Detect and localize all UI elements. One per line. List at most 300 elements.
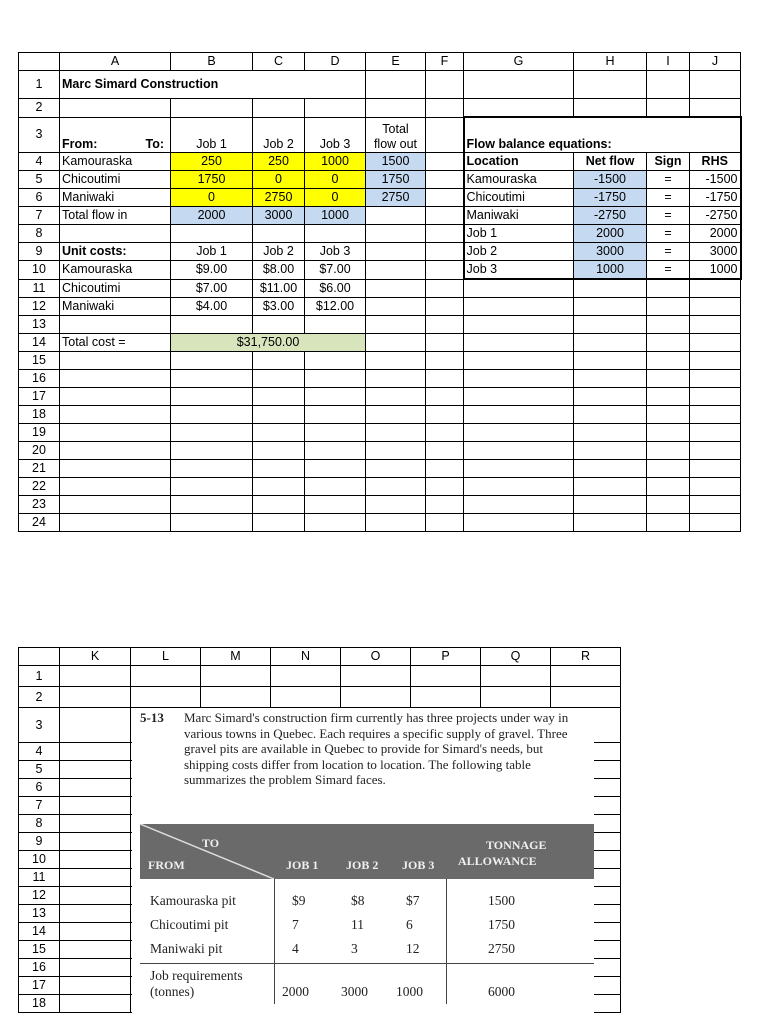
- cell[interactable]: [305, 424, 366, 442]
- cell[interactable]: [464, 406, 574, 424]
- fb-location[interactable]: Maniwaki: [464, 207, 574, 225]
- row-header[interactable]: 6: [19, 779, 60, 797]
- flow-cell[interactable]: 250: [171, 153, 253, 171]
- cell[interactable]: [366, 406, 426, 424]
- cell[interactable]: [426, 370, 464, 388]
- cost-location[interactable]: Chicoutimi: [60, 279, 171, 298]
- row-header[interactable]: 17: [19, 388, 60, 406]
- cell[interactable]: [426, 334, 464, 352]
- cell[interactable]: [464, 496, 574, 514]
- row-header[interactable]: 14: [19, 334, 60, 352]
- cell[interactable]: [647, 460, 690, 478]
- col-header-h[interactable]: H: [574, 53, 647, 71]
- col-header-p[interactable]: P: [411, 648, 481, 666]
- cell[interactable]: [341, 687, 411, 708]
- flow-cell[interactable]: 1750: [171, 171, 253, 189]
- fb-rhs[interactable]: 2000: [690, 225, 741, 243]
- cell[interactable]: [171, 388, 253, 406]
- cell[interactable]: [60, 496, 171, 514]
- total-flow-out-header[interactable]: [366, 117, 426, 153]
- flow-location[interactable]: Chicoutimi: [60, 171, 171, 189]
- cell[interactable]: [690, 352, 741, 370]
- cell[interactable]: [551, 666, 621, 687]
- row-header[interactable]: 19: [19, 424, 60, 442]
- cell[interactable]: [411, 666, 481, 687]
- cell[interactable]: [647, 442, 690, 460]
- total-in-cell[interactable]: 1000: [305, 207, 366, 225]
- job2-header[interactable]: Job 2: [253, 243, 305, 261]
- cost-cell[interactable]: $4.00: [171, 298, 253, 316]
- row-header[interactable]: 9: [19, 833, 60, 851]
- cell[interactable]: [60, 797, 131, 815]
- corner-cell[interactable]: [19, 648, 60, 666]
- cell[interactable]: [366, 424, 426, 442]
- cell[interactable]: [60, 99, 171, 118]
- cell[interactable]: [171, 478, 253, 496]
- cell[interactable]: [464, 478, 574, 496]
- cell[interactable]: [690, 117, 741, 153]
- cell[interactable]: [305, 514, 366, 532]
- cell[interactable]: [305, 352, 366, 370]
- cell[interactable]: [574, 71, 647, 99]
- cost-location[interactable]: Maniwaki: [60, 298, 171, 316]
- cell[interactable]: [60, 923, 131, 941]
- cell[interactable]: [690, 71, 741, 99]
- cell[interactable]: [426, 460, 464, 478]
- cell[interactable]: [253, 460, 305, 478]
- cell[interactable]: [481, 687, 551, 708]
- col-header-i[interactable]: I: [647, 53, 690, 71]
- cell[interactable]: [60, 478, 171, 496]
- cell[interactable]: [305, 460, 366, 478]
- from-to-cell[interactable]: [60, 117, 171, 153]
- fb-sign[interactable]: =: [647, 261, 690, 280]
- col-header-l[interactable]: L: [131, 648, 201, 666]
- cell[interactable]: [253, 370, 305, 388]
- cell[interactable]: [253, 352, 305, 370]
- cell[interactable]: [131, 666, 201, 687]
- cell[interactable]: [647, 316, 690, 334]
- cell[interactable]: [426, 153, 464, 171]
- cell[interactable]: [366, 99, 426, 118]
- cell[interactable]: [305, 478, 366, 496]
- cell[interactable]: [426, 298, 464, 316]
- flow-cell[interactable]: 0: [305, 171, 366, 189]
- job1-header[interactable]: Job 1: [171, 243, 253, 261]
- cell[interactable]: [690, 370, 741, 388]
- cell[interactable]: [171, 352, 253, 370]
- job2-header[interactable]: Job 2: [253, 117, 305, 153]
- flow-cell[interactable]: 0: [171, 189, 253, 207]
- cell[interactable]: [253, 225, 305, 243]
- cell[interactable]: [647, 279, 690, 298]
- cell[interactable]: [60, 225, 171, 243]
- cell[interactable]: [574, 370, 647, 388]
- cell[interactable]: [60, 905, 131, 923]
- cell[interactable]: [253, 496, 305, 514]
- row-header[interactable]: 8: [19, 815, 60, 833]
- fb-sign[interactable]: =: [647, 189, 690, 207]
- cell[interactable]: [574, 334, 647, 352]
- cell[interactable]: [366, 388, 426, 406]
- cell[interactable]: [647, 406, 690, 424]
- row-header[interactable]: 1: [19, 71, 60, 99]
- job1-header[interactable]: Job 1: [171, 117, 253, 153]
- cell[interactable]: [171, 514, 253, 532]
- cell[interactable]: [366, 71, 426, 99]
- row-header[interactable]: 3: [19, 117, 60, 153]
- cell[interactable]: [253, 388, 305, 406]
- cell[interactable]: [366, 298, 426, 316]
- cell[interactable]: [464, 514, 574, 532]
- row-header[interactable]: 17: [19, 977, 60, 995]
- cell[interactable]: [426, 99, 464, 118]
- fb-net-flow[interactable]: -1500: [574, 171, 647, 189]
- row-header[interactable]: 7: [19, 207, 60, 225]
- cell[interactable]: [60, 761, 131, 779]
- cell[interactable]: [647, 478, 690, 496]
- cell[interactable]: [341, 666, 411, 687]
- fb-location[interactable]: Chicoutimi: [464, 189, 574, 207]
- row-header[interactable]: 15: [19, 941, 60, 959]
- row-header[interactable]: 9: [19, 243, 60, 261]
- cell[interactable]: [464, 298, 574, 316]
- cell[interactable]: [551, 687, 621, 708]
- cell[interactable]: [366, 370, 426, 388]
- cell[interactable]: [426, 225, 464, 243]
- cell[interactable]: [647, 370, 690, 388]
- row-header[interactable]: 13: [19, 905, 60, 923]
- col-header-f[interactable]: F: [426, 53, 464, 71]
- row-header[interactable]: 4: [19, 153, 60, 171]
- row-header[interactable]: 14: [19, 923, 60, 941]
- cell[interactable]: [60, 514, 171, 532]
- cell[interactable]: [411, 687, 481, 708]
- cell[interactable]: [574, 424, 647, 442]
- cell[interactable]: [253, 316, 305, 334]
- cell[interactable]: [366, 478, 426, 496]
- cell[interactable]: [426, 71, 464, 99]
- cell[interactable]: [426, 261, 464, 280]
- job3-header[interactable]: Job 3: [305, 117, 366, 153]
- row-header[interactable]: 10: [19, 851, 60, 869]
- cell[interactable]: [426, 424, 464, 442]
- fb-rhs[interactable]: -1500: [690, 171, 741, 189]
- cell[interactable]: [647, 514, 690, 532]
- cell[interactable]: [60, 941, 131, 959]
- cell[interactable]: [574, 298, 647, 316]
- fb-location[interactable]: Job 1: [464, 225, 574, 243]
- row-header[interactable]: 5: [19, 761, 60, 779]
- cell[interactable]: [305, 370, 366, 388]
- col-header-j[interactable]: J: [690, 53, 741, 71]
- row-header[interactable]: 23: [19, 496, 60, 514]
- cell[interactable]: [574, 352, 647, 370]
- row-header[interactable]: 11: [19, 279, 60, 298]
- cell[interactable]: [426, 171, 464, 189]
- total-cost-label[interactable]: Total cost =: [60, 334, 171, 352]
- total-out-cell[interactable]: 2750: [366, 189, 426, 207]
- cell[interactable]: [690, 298, 741, 316]
- cell[interactable]: [481, 666, 551, 687]
- cell[interactable]: [464, 442, 574, 460]
- row-header[interactable]: 3: [19, 708, 60, 743]
- cell[interactable]: [171, 316, 253, 334]
- cell[interactable]: [131, 687, 201, 708]
- fb-sign[interactable]: =: [647, 225, 690, 243]
- cost-cell[interactable]: $11.00: [253, 279, 305, 298]
- cell[interactable]: [690, 406, 741, 424]
- cost-cell[interactable]: $3.00: [253, 298, 305, 316]
- cost-cell[interactable]: $12.00: [305, 298, 366, 316]
- flow-cell[interactable]: 2750: [253, 189, 305, 207]
- row-header[interactable]: 6: [19, 189, 60, 207]
- col-header-a[interactable]: A: [60, 53, 171, 71]
- total-cost-value[interactable]: $31,750.00: [171, 334, 366, 352]
- cell[interactable]: [171, 406, 253, 424]
- cell[interactable]: [60, 370, 171, 388]
- cell[interactable]: [253, 514, 305, 532]
- fb-location[interactable]: Job 2: [464, 243, 574, 261]
- row-header[interactable]: 16: [19, 959, 60, 977]
- cell[interactable]: [647, 496, 690, 514]
- cell[interactable]: [690, 388, 741, 406]
- flow-cell[interactable]: 1000: [305, 153, 366, 171]
- cell[interactable]: [574, 478, 647, 496]
- row-header[interactable]: 10: [19, 261, 60, 280]
- fb-sign[interactable]: =: [647, 243, 690, 261]
- cell[interactable]: [426, 352, 464, 370]
- total-flow-in-label[interactable]: Total flow in: [60, 207, 171, 225]
- cell[interactable]: [366, 514, 426, 532]
- cell[interactable]: [60, 316, 171, 334]
- cell[interactable]: [305, 316, 366, 334]
- cell[interactable]: [426, 478, 464, 496]
- cell[interactable]: [574, 460, 647, 478]
- cost-cell[interactable]: $8.00: [253, 261, 305, 280]
- total-out-cell[interactable]: 1500: [366, 153, 426, 171]
- cell[interactable]: [690, 514, 741, 532]
- cell[interactable]: [305, 406, 366, 424]
- cell[interactable]: [366, 243, 426, 261]
- cell[interactable]: [366, 261, 426, 280]
- row-header[interactable]: 21: [19, 460, 60, 478]
- col-header-n[interactable]: N: [271, 648, 341, 666]
- cell[interactable]: [60, 869, 131, 887]
- cell[interactable]: [171, 442, 253, 460]
- row-header[interactable]: 5: [19, 171, 60, 189]
- cell[interactable]: [60, 851, 131, 869]
- total-out-cell[interactable]: 1750: [366, 171, 426, 189]
- cell[interactable]: [60, 833, 131, 851]
- cell[interactable]: [426, 406, 464, 424]
- cell[interactable]: [60, 887, 131, 905]
- cell[interactable]: [60, 406, 171, 424]
- fb-sign[interactable]: =: [647, 171, 690, 189]
- cell[interactable]: [426, 442, 464, 460]
- cell[interactable]: [647, 334, 690, 352]
- row-header[interactable]: 12: [19, 298, 60, 316]
- cell[interactable]: [690, 334, 741, 352]
- fb-header-sign[interactable]: Sign: [647, 153, 690, 171]
- cell[interactable]: [690, 99, 741, 118]
- cell[interactable]: [690, 442, 741, 460]
- cell[interactable]: [426, 117, 464, 153]
- cell[interactable]: [426, 189, 464, 207]
- cell[interactable]: [690, 496, 741, 514]
- total-in-cell[interactable]: 2000: [171, 207, 253, 225]
- unit-costs-label[interactable]: Unit costs:: [60, 243, 171, 261]
- cell[interactable]: [60, 815, 131, 833]
- flow-location[interactable]: Kamouraska: [60, 153, 171, 171]
- row-header[interactable]: 8: [19, 225, 60, 243]
- col-header-g[interactable]: G: [464, 53, 574, 71]
- row-header[interactable]: 1: [19, 666, 60, 687]
- cell[interactable]: [426, 207, 464, 225]
- cell[interactable]: [574, 406, 647, 424]
- cell[interactable]: [574, 279, 647, 298]
- cell[interactable]: [171, 460, 253, 478]
- fb-net-flow[interactable]: -2750: [574, 207, 647, 225]
- cell[interactable]: [60, 708, 131, 743]
- cell[interactable]: [690, 460, 741, 478]
- row-header[interactable]: 15: [19, 352, 60, 370]
- cell[interactable]: [60, 442, 171, 460]
- cell[interactable]: [574, 99, 647, 118]
- flow-cell[interactable]: 0: [253, 171, 305, 189]
- fb-net-flow[interactable]: 1000: [574, 261, 647, 280]
- row-header[interactable]: 2: [19, 99, 60, 118]
- cell[interactable]: [60, 352, 171, 370]
- corner-cell[interactable]: [19, 53, 60, 71]
- flow-cell[interactable]: 0: [305, 189, 366, 207]
- cost-location[interactable]: Kamouraska: [60, 261, 171, 280]
- cell[interactable]: [60, 424, 171, 442]
- fb-header-rhs[interactable]: RHS: [690, 153, 741, 171]
- cell[interactable]: [366, 496, 426, 514]
- cell[interactable]: [366, 279, 426, 298]
- cell[interactable]: [426, 496, 464, 514]
- col-header-m[interactable]: M: [201, 648, 271, 666]
- cell[interactable]: [201, 687, 271, 708]
- row-header[interactable]: 18: [19, 995, 60, 1013]
- row-header[interactable]: 13: [19, 316, 60, 334]
- cell[interactable]: [305, 442, 366, 460]
- fb-rhs[interactable]: 1000: [690, 261, 741, 280]
- col-header-q[interactable]: Q: [481, 648, 551, 666]
- col-header-b[interactable]: B: [171, 53, 253, 71]
- row-header[interactable]: 20: [19, 442, 60, 460]
- cell[interactable]: [574, 442, 647, 460]
- row-header[interactable]: 24: [19, 514, 60, 532]
- cell[interactable]: [574, 316, 647, 334]
- fb-rhs[interactable]: 3000: [690, 243, 741, 261]
- cell[interactable]: [464, 99, 574, 118]
- fb-rhs[interactable]: -2750: [690, 207, 741, 225]
- fb-header-net-flow[interactable]: Net flow: [574, 153, 647, 171]
- cell[interactable]: [366, 316, 426, 334]
- cell[interactable]: [60, 995, 131, 1013]
- cell[interactable]: [647, 352, 690, 370]
- flow-cell[interactable]: 250: [253, 153, 305, 171]
- fb-rhs[interactable]: -1750: [690, 189, 741, 207]
- cell[interactable]: [464, 334, 574, 352]
- cell[interactable]: [366, 334, 426, 352]
- cell[interactable]: [60, 687, 131, 708]
- cell[interactable]: [647, 388, 690, 406]
- col-header-r[interactable]: R: [551, 648, 621, 666]
- cost-cell[interactable]: $7.00: [305, 261, 366, 280]
- cell[interactable]: [60, 388, 171, 406]
- cell[interactable]: [426, 514, 464, 532]
- cell[interactable]: [305, 496, 366, 514]
- cell[interactable]: [253, 99, 305, 118]
- cell[interactable]: [305, 388, 366, 406]
- row-header[interactable]: 16: [19, 370, 60, 388]
- fb-net-flow[interactable]: 3000: [574, 243, 647, 261]
- cost-cell[interactable]: $9.00: [171, 261, 253, 280]
- cell[interactable]: [201, 666, 271, 687]
- cell[interactable]: [171, 225, 253, 243]
- cell[interactable]: [574, 514, 647, 532]
- cell[interactable]: [574, 496, 647, 514]
- row-header[interactable]: 4: [19, 743, 60, 761]
- cell[interactable]: [464, 424, 574, 442]
- row-header[interactable]: 18: [19, 406, 60, 424]
- cell[interactable]: [366, 460, 426, 478]
- cell[interactable]: [366, 207, 426, 225]
- cell[interactable]: [426, 243, 464, 261]
- cell[interactable]: [171, 370, 253, 388]
- cell[interactable]: [690, 279, 741, 298]
- row-header[interactable]: 22: [19, 478, 60, 496]
- fb-location[interactable]: Job 3: [464, 261, 574, 280]
- job3-header[interactable]: Job 3: [305, 243, 366, 261]
- cell[interactable]: [647, 298, 690, 316]
- sheet-title[interactable]: Marc Simard Construction: [60, 71, 366, 99]
- fb-net-flow[interactable]: -1750: [574, 189, 647, 207]
- cell[interactable]: [60, 959, 131, 977]
- cell[interactable]: [305, 225, 366, 243]
- cell[interactable]: [253, 478, 305, 496]
- col-header-o[interactable]: O: [341, 648, 411, 666]
- fb-location[interactable]: Kamouraska: [464, 171, 574, 189]
- cell[interactable]: [464, 460, 574, 478]
- row-header[interactable]: 7: [19, 797, 60, 815]
- cost-cell[interactable]: $7.00: [171, 279, 253, 298]
- col-header-e[interactable]: E: [366, 53, 426, 71]
- cell[interactable]: [366, 225, 426, 243]
- cell[interactable]: [60, 666, 131, 687]
- cell[interactable]: [464, 279, 574, 298]
- cell[interactable]: [271, 687, 341, 708]
- fb-sign[interactable]: =: [647, 207, 690, 225]
- cell[interactable]: [690, 478, 741, 496]
- cell[interactable]: [647, 71, 690, 99]
- cell[interactable]: [426, 316, 464, 334]
- cell[interactable]: [647, 99, 690, 118]
- fb-header-location[interactable]: Location: [464, 153, 574, 171]
- cell[interactable]: [60, 743, 131, 761]
- cell[interactable]: [464, 316, 574, 334]
- fb-net-flow[interactable]: 2000: [574, 225, 647, 243]
- cell[interactable]: [366, 442, 426, 460]
- cost-cell[interactable]: $6.00: [305, 279, 366, 298]
- cell[interactable]: [464, 388, 574, 406]
- row-header[interactable]: 12: [19, 887, 60, 905]
- cell[interactable]: [690, 424, 741, 442]
- cell[interactable]: [171, 99, 253, 118]
